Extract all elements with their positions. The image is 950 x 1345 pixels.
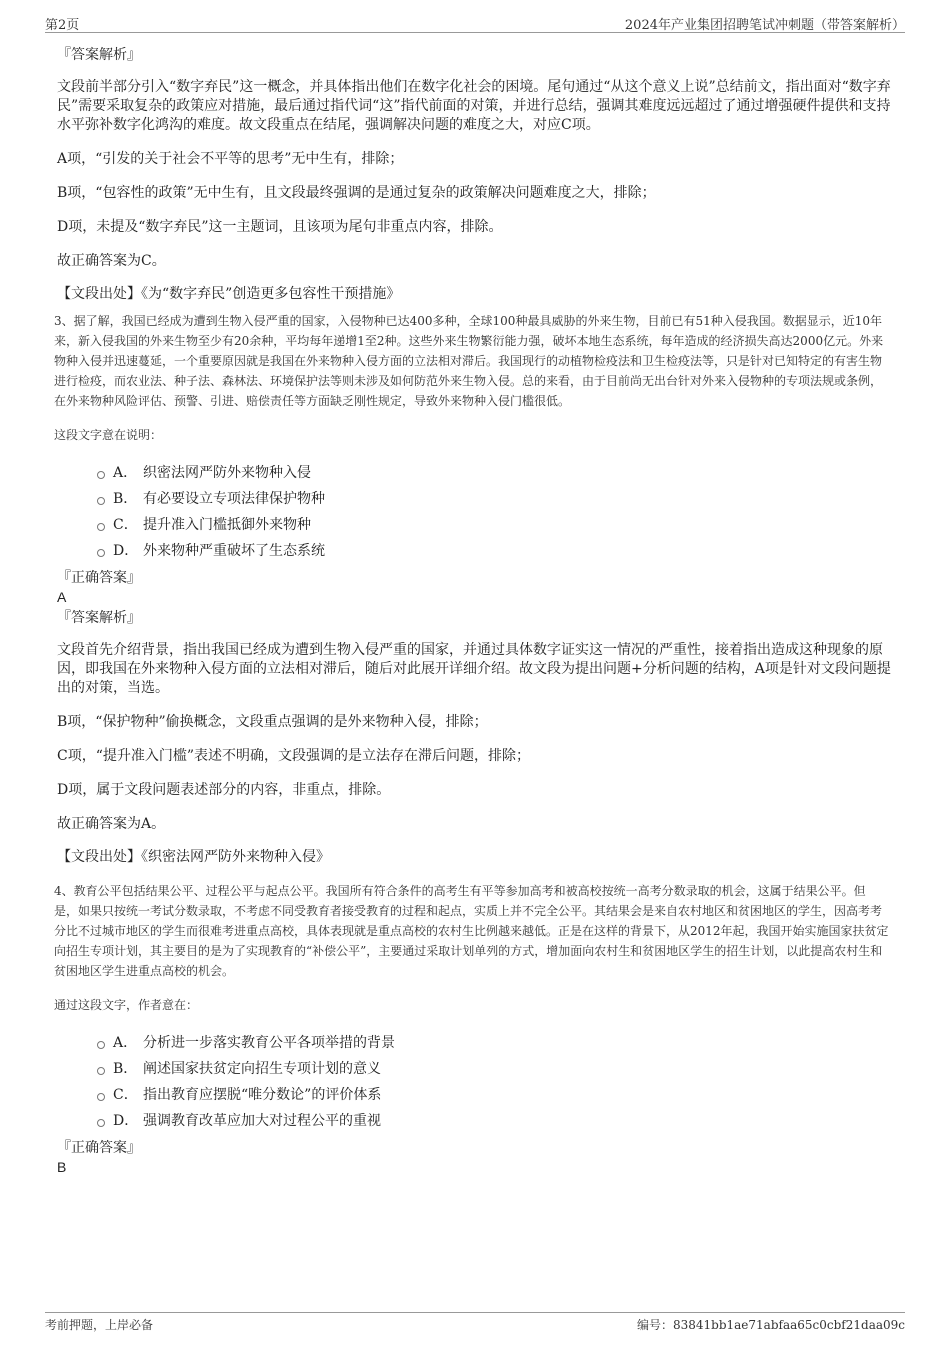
q3-option-d[interactable]: D． 外来物种严重破坏了生态系统	[97, 537, 897, 563]
q3-option-c[interactable]: C． 提升准入门槛抵御外来物种	[97, 511, 897, 537]
q3-analysis-text: 文段首先介绍背景，指出我国已经成为遭到生物入侵严重的国家，并通过具体数字证实这一情况的严重性，接着指出造成这种现象的原因，即我国在外来物种入侵方面的立法相对滞后，随后对此展开详细介绍。故文段为提出问题+分析问题的结构，A项是针对文段问题提出的对策，当选。	[57, 642, 891, 696]
q4-option-a[interactable]: A． 分析进一步落实教育公平各项举措的背景	[97, 1029, 897, 1055]
q4-correct-label: 『正确答案』	[57, 1140, 141, 1156]
q3-option-c-note: C项，“提升准入门槛”表述不明确，文段强调的是立法存在滞后问题，排除；	[57, 748, 531, 764]
radio-icon[interactable]	[97, 523, 105, 531]
q4-option-b[interactable]: B． 阐述国家扶贫定向招生专项计划的意义	[97, 1055, 897, 1081]
q2-source: 【文段出处】《为“数字弃民”创造更多包容性干预措施》	[57, 286, 401, 302]
q2-analysis-text: 文段前半部分引入“数字弃民”这一概念，并具体指出他们在数字化社会的困境。尾句通过“从这个意义上说”总结前文，指出面对“数字弃民”需要采取复杂的政策应对措施，最后通过指代词“这”指代前面的对策，并进行总结，强调其难度远远超过了通过增强硬件提供和支持水平弥补数字化鸿沟的难度。故文段重点在结尾，强调解决问题的难度之大，对应C项。	[57, 79, 891, 133]
q2-option-d-note: D项，未提及“数字弃民”这一主题词，且该项为尾句非重点内容，排除。	[57, 219, 503, 235]
q3-option-a[interactable]: A． 织密法网严防外来物种入侵	[97, 459, 897, 485]
document-id: 编号：83841bb1ae71abfaa65c0cbf21daa09c	[636, 1318, 905, 1332]
q4-option-d[interactable]: D． 强调教育改革应加大对过程公平的重视	[97, 1107, 897, 1133]
q3-conclusion: 故正确答案为A。	[57, 816, 166, 832]
q3-option-b-note: B项，“保护物种”偷换概念，文段重点强调的是外来物种入侵，排除；	[57, 714, 488, 730]
q4-options	[57, 1029, 897, 1133]
radio-icon[interactable]	[97, 1067, 105, 1075]
q2-option-a-note: A项，“引发的关于社会不平等的思考”无中生有，排除；	[57, 151, 404, 167]
q3-source: 【文段出处】《织密法网严防外来物种入侵》	[57, 849, 330, 865]
page-header	[45, 12, 905, 33]
radio-icon[interactable]	[97, 1041, 105, 1049]
page-number: 第2页	[45, 18, 80, 33]
radio-icon[interactable]	[97, 1093, 105, 1101]
q2-analysis-label: 『答案解析』	[57, 47, 141, 63]
footer-slogan: 考前押题，上岸必备	[45, 1318, 154, 1332]
document-title: 2024年产业集团招聘笔试冲刺题（带答案解析）	[624, 18, 905, 33]
q3-question: 这段文字意在说明：	[54, 428, 163, 442]
radio-icon[interactable]	[97, 497, 105, 505]
radio-icon[interactable]	[97, 471, 105, 479]
q3-correct-answer: A	[57, 589, 67, 605]
radio-icon[interactable]	[97, 1119, 105, 1127]
q4-passage: 4、教育公平包括结果公平、过程公平与起点公平。我国所有符合条件的高考生有平等参加高考和被高校按统一高考分数录取的机会，这属于结果公平。但是，如果只按统一考试分数录取，不考虑不同受教育者接受教育的过程和起点，实质上并不完全公平。其结果会是来自农村地区和贫困地区的学生，因高考考分比不过城市地区的学生而很难考进重点高校，具体表现就是重点高校的农村生比例越来越低。正是在这样的背景下，从2012年起，我国开始实施国家扶贫定向招生专项计划，其主要目的是为了实现教育的“补偿公平”，主要通过采取计划单列的方式，增加面向农村生和贫困地区学生的招生计划，以此提高农村生和贫困地区学生进重点高校的机会。	[54, 884, 889, 978]
q3-analysis-label: 『答案解析』	[57, 610, 141, 626]
q3-passage: 3、据了解，我国已经成为遭到生物入侵严重的国家，入侵物种已达400多种，全球100种最具威胁的外来生物，目前已有51种入侵我国。数据显示，近10年来，新入侵我国的外来生物至少有20余种，平均每年递增1至2种。这些外来生物繁衍能力强，破坏本地生态系统，每年造成的经济损失高达2000亿元。外来物种入侵并迅速蔓延，一个重要原因就是我国在外来物种入侵方面的立法相对滞后。我国现行的动植物检疫法和卫生检疫法等，只是针对已知特定的有害生物进行检疫，而农业法、种子法、森林法、环境保护法等则未涉及如何防范外来生物入侵。总的来看，由于目前尚无出台针对外来入侵物种的专项法规或条例，在外来物种风险评估、预警、引进、赔偿责任等方面缺乏刚性规定，导致外来物种入侵门槛很低。	[54, 314, 884, 408]
q3-options	[57, 459, 897, 563]
q2-option-b-note: B项，“包容性的政策”无中生有，且文段最终强调的是通过复杂的政策解决问题难度之大，排除；	[57, 185, 656, 201]
q3-correct-label: 『正确答案』	[57, 570, 141, 586]
page-content	[54, 46, 897, 1177]
q3-option-b[interactable]: B． 有必要设立专项法律保护物种	[97, 485, 897, 511]
q3-option-d-note: D项，属于文段问题表述部分的内容，非重点，排除。	[57, 782, 391, 798]
q4-correct-answer: B	[57, 1159, 67, 1175]
q4-option-c[interactable]: C． 指出教育应摆脱“唯分数论”的评价体系	[97, 1081, 897, 1107]
page-footer	[45, 1312, 905, 1335]
q4-question: 通过这段文字，作者意在：	[54, 998, 199, 1012]
radio-icon[interactable]	[97, 549, 105, 557]
q2-conclusion: 故正确答案为C。	[57, 253, 166, 269]
